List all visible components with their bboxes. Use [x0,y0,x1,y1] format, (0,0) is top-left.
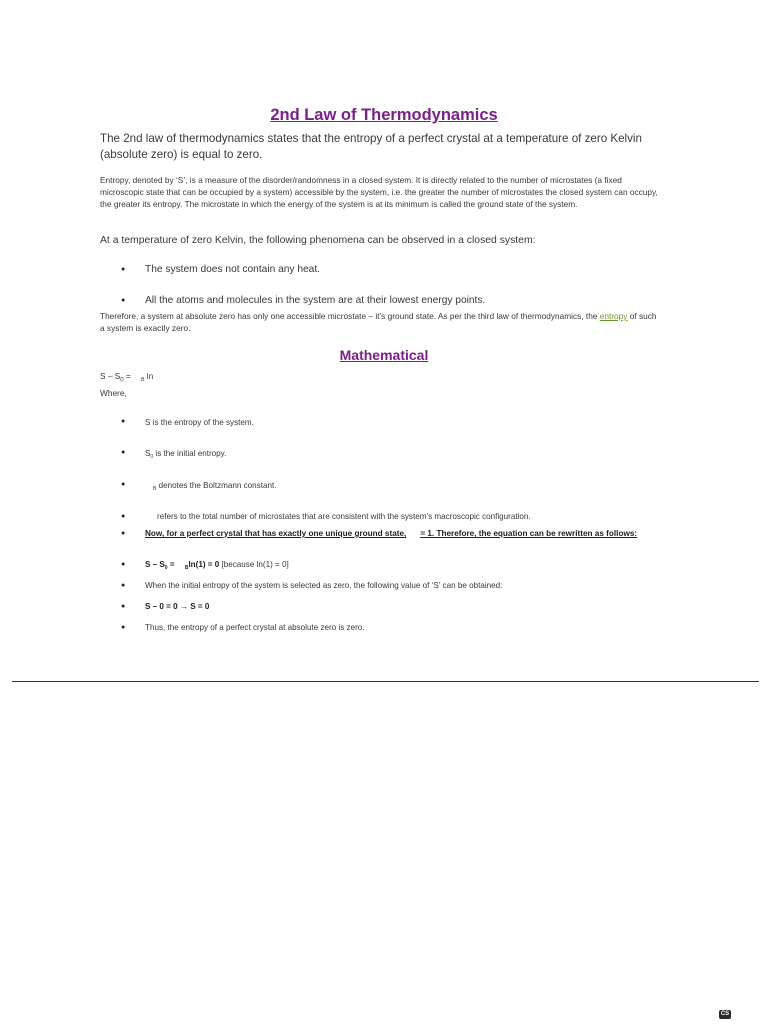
phenomena-intro: At a temperature of zero Kelvin, the following phenomena can be observed in a closed system: [100,235,536,246]
bullet-dot: ● [121,624,126,631]
therefore-text-before: Therefore, a system at absolute zero has only one accessible microstate – it’s ground state. As per the third law of thermodynamics, the [100,311,600,321]
intro-paragraph: The 2nd law of thermodynamics states that the entropy of a perfect crystal at a temperature of zero Kelvin (absolute zero) is equal to zero. [100,132,642,161]
equation-ln: ln [146,371,154,381]
perfect-crystal-statement: Now, for a perfect crystal that has exactly one unique ground state, = 1. Therefore, the equation can be rewritten as follows: [145,529,638,538]
therefore-paragraph [100,311,660,334]
definition-s0: $S_0$ is the initial entropy. [145,449,227,460]
definition-omega: refers to the total number of microstates that are consistent with the system’s macroscopic configuration. [157,512,531,521]
bullet-dot: ● [121,603,126,610]
phenomenon-item: The system does not contain any heat. [145,264,320,275]
page-title: 2nd Law of Thermodynamics [270,106,498,124]
conclusion-text: Thus, the entropy of a perfect crystal at absolute zero is zero. [145,623,365,632]
entropy-paragraph: Entropy, denoted by ‘S’, is a measure of the disorder/randomness in a closed system. It is directly related to the number of microstates (a fixed microscopic state that can be occupied by a system) accessible by the system, i.e. the greater the number of microstates the closed system can occupy, the greater its entropy. The microstate in which the energy of the system is at its minimum is called the ground state of the system. [100,175,658,209]
bullet-dot: ● [121,418,126,425]
page-divider [12,681,759,682]
bullet-dot: ● [121,530,126,537]
entropy-link[interactable]: entropy [599,311,628,321]
therefore-text-after: of such a system is exactly zero. [100,311,657,333]
bullet-dot: ● [121,561,126,568]
bullet-dot: ● [121,449,126,456]
entropy-equation [100,371,153,384]
where-label: Where, [100,388,127,398]
equation-equals: = [123,371,134,381]
equation-lhs: S – S [100,371,121,381]
bullet-dot: ● [121,266,126,273]
definition-s: S is the entropy of the system. [145,418,254,427]
equation-subscript: 0 [120,377,124,384]
bullet-dot: ● [121,582,126,589]
initial-zero-text: When the initial entropy of the system is selected as zero, the following value of ‘S’ can be obtained: [145,581,503,590]
bullet-dot: ● [121,297,126,304]
rewritten-equation: $S - S_0 = _B\ln(1) = 0$ [because ln(1) = 0] [145,560,289,571]
phenomenon-item: All the atoms and molecules in the system are at their lowest energy points. [145,295,486,306]
definition-kb: $_B$ denotes the Boltzmann constant. [153,481,277,492]
bullet-dot: ● [121,481,126,488]
bullet-dot: ● [121,513,126,520]
boltzmann-subscript: B [141,377,145,383]
arrow-icon: → [179,602,188,611]
mathematical-heading: Mathematical [339,347,429,363]
result-equation: S – 0 = 0 → S = 0 [145,602,210,611]
scanner-logo-icon: CS [720,1011,730,1017]
